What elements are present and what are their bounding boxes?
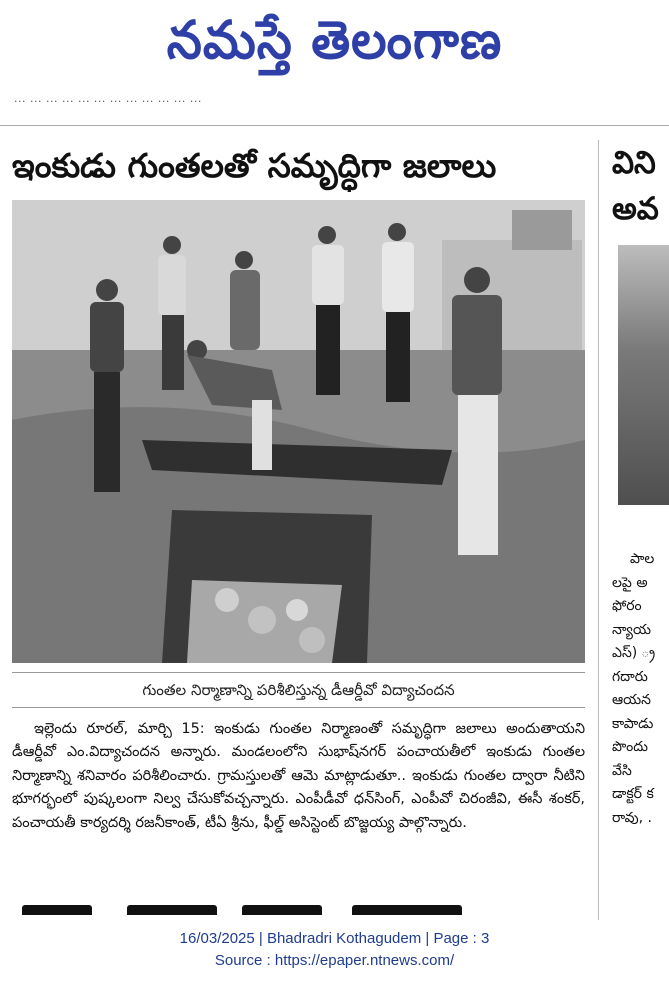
right-text-line: పాల: [630, 551, 655, 567]
article-paragraph: ఇల్లెందు రూరల్, మార్చి 15: ఇంకుడు గుంతల నిర్మాణంతో సమృద్ధిగా జలాలు అందుతాయని డీఆర్డీవో ఎం.విద్యాచందన అన్నారు. మండలంలోని సుభాష్‌నగర్ పంచాయతీలో ఇంకుడు గుంతల నిర్మాణాన్ని శనివారం పరిశీలించారు. గ్రామస్తులతో ఆమె మాట్లాడుతూ.. ఇంకుడు గుంతల ద్వారా నీటిని భూగర్భంలో పుష్కలంగా నిల్వ చేసుకోవచ్చన్నారు. ఎంపీడీవో ధన్‌సింగ్, ఎంపీవో చిరంజీవి, ఈసీ శంకర్, పంచాయతీ కార్యదర్శి రజనీకాంత్, టీఏ శ్రీను, ఫీల్డ్ అసిస్టెంట్ బొజ్జయ్య పాల్గొన్నారు.: [12, 721, 585, 831]
article-photo: [12, 200, 585, 663]
glyph-fragment: [242, 905, 322, 915]
header-divider: [0, 125, 669, 126]
newspaper-logo-title: నమస్తే తెలంగాణ: [166, 9, 503, 71]
right-text-line: డాక్టర్ క: [612, 786, 654, 802]
right-text-line: లపై అ: [612, 574, 648, 591]
photo-illustration: [12, 200, 585, 663]
right-text-line: వేసి: [612, 762, 632, 779]
next-headline-fragment: [12, 905, 585, 915]
footer-source-link[interactable]: Source : https://epaper.ntnews.com/: [214, 952, 455, 969]
glyph-fragment: [352, 905, 462, 915]
top-news-strip: ... ... ... ... ... ... ... ... ... ... ... ...: [14, 92, 202, 105]
right-headline-line: అవ: [612, 191, 659, 227]
footer-date-edition: 16/03/2025 | Bhadradri Kothagudem | Page : 3: [179, 930, 490, 947]
article-body: [12, 718, 585, 894]
page-footer: [0, 928, 669, 978]
photo-caption: గుంతల నిర్మాణాన్ని పరిశీలిస్తున్న డీఆర్డీవో విద్యాచందన: [12, 672, 585, 708]
right-text-line: రావు, .: [612, 809, 653, 826]
glyph-fragment: [22, 905, 92, 915]
article-headline: ఇంకుడు గుంతలతో సమృద్ధిగా జలాలు: [12, 146, 497, 185]
masthead: [0, 0, 669, 80]
right-column-text: [612, 548, 669, 893]
right-text-line: ఆయన: [612, 692, 652, 708]
right-headline-line: విని: [612, 145, 656, 181]
right-text-line: పొందు: [612, 739, 648, 755]
right-text-line: ఫోరం: [612, 598, 642, 614]
right-text-line: గదారు: [612, 668, 648, 685]
right-text-line: న్యాయ: [612, 621, 651, 638]
right-column-photo: [618, 245, 669, 505]
right-text-line: ఎస్) ్ర: [612, 645, 656, 661]
right-text-line: కాపాడు: [612, 715, 654, 732]
glyph-fragment: [127, 905, 217, 915]
column-divider: [598, 140, 599, 920]
right-column-headline: [612, 140, 669, 240]
